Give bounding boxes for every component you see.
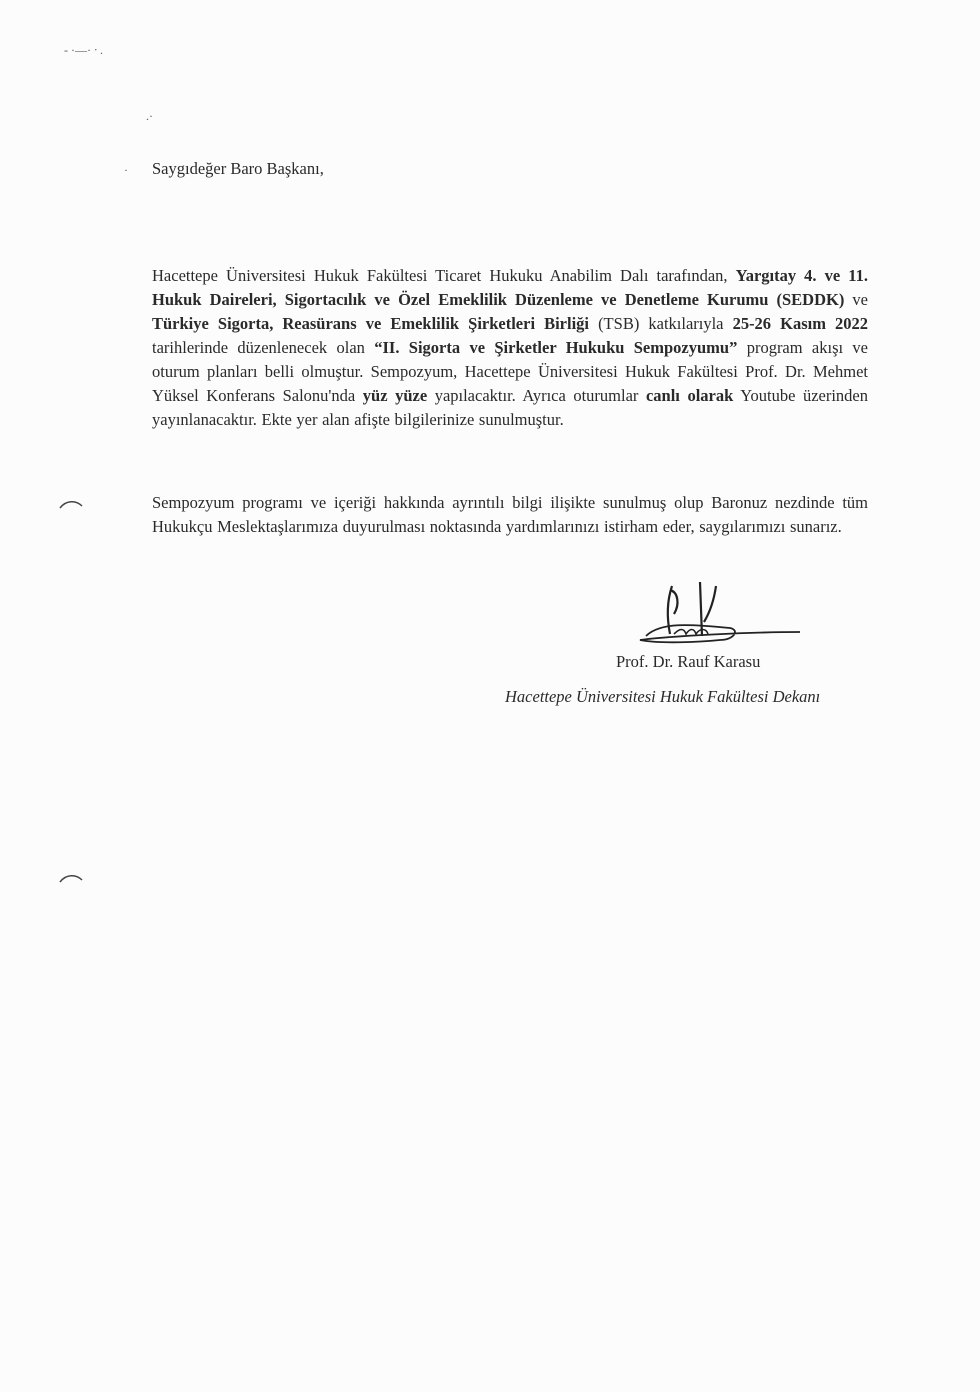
scan-speck: · bbox=[124, 163, 128, 177]
text-run: Hacettepe Üniversitesi Hukuk Fakültesi Ticaret Hukuku Anabilim Dalı tarafından, bbox=[152, 266, 736, 285]
salutation: Saygıdeğer Baro Başkanı, bbox=[152, 159, 324, 178]
bold-text-run: yüz yüze bbox=[362, 386, 428, 405]
text-run: Youtube üzerinden yayınlanacaktır. Ekte yer alan afişte bilgilerinize sunulmuştur. bbox=[152, 386, 868, 429]
handwritten-signature bbox=[630, 578, 810, 648]
body-paragraph-2: Sempozyum programı ve içeriği hakkında ayrıntılı bilgi ilişikte sunulmuş olup Baronuz nezdinde tüm Hukukçu Meslektaşlarımıza duyurulması noktasında yardımlarınızı istirham eder, saygılarımızı sunarız. bbox=[152, 493, 868, 536]
text-run: ve bbox=[844, 290, 868, 309]
bold-text-run: “II. Sigorta ve Şirketler Hukuku Sempozyumu” bbox=[374, 338, 738, 357]
text-run: tarihlerinde düzenlenecek olan bbox=[152, 338, 375, 357]
text-run: program akışı ve oturum planları belli olmuştur. Sempozyum, Hacettepe Üniversitesi Hukuk Fakültesi Prof. Dr. Mehmet Yüksel Konferans Salonu'nda bbox=[152, 338, 868, 405]
signatory-name: Prof. Dr. Rauf Karasu bbox=[616, 652, 761, 671]
text-run: (TSB) katkılarıyla bbox=[589, 314, 733, 333]
bold-text-run: Yargıtay 4. ve 11. Hukuk Daireleri, Sigortacılık ve Özel Emeklilik Düzenleme ve Denetleme Kurumu (SEDDK) bbox=[152, 266, 868, 309]
punch-hole-mark bbox=[58, 872, 84, 884]
scan-speck: .· bbox=[146, 109, 153, 123]
bold-text-run: Türkiye Sigorta, Reasürans ve Emeklilik Şirketleri Birliği bbox=[152, 314, 590, 333]
scan-speck: - ·—· ᐧ . bbox=[64, 43, 104, 57]
signatory-title: Hacettepe Üniversitesi Hukuk Fakültesi Dekanı bbox=[505, 687, 821, 706]
bold-text-run: 25-26 Kasım 2022 bbox=[732, 314, 868, 333]
bold-text-run: canlı olarak bbox=[645, 386, 734, 405]
punch-hole-mark bbox=[58, 498, 84, 510]
text-run: yapılacaktır. Ayrıca oturumlar bbox=[427, 386, 646, 405]
body-paragraph-1 bbox=[152, 264, 868, 432]
